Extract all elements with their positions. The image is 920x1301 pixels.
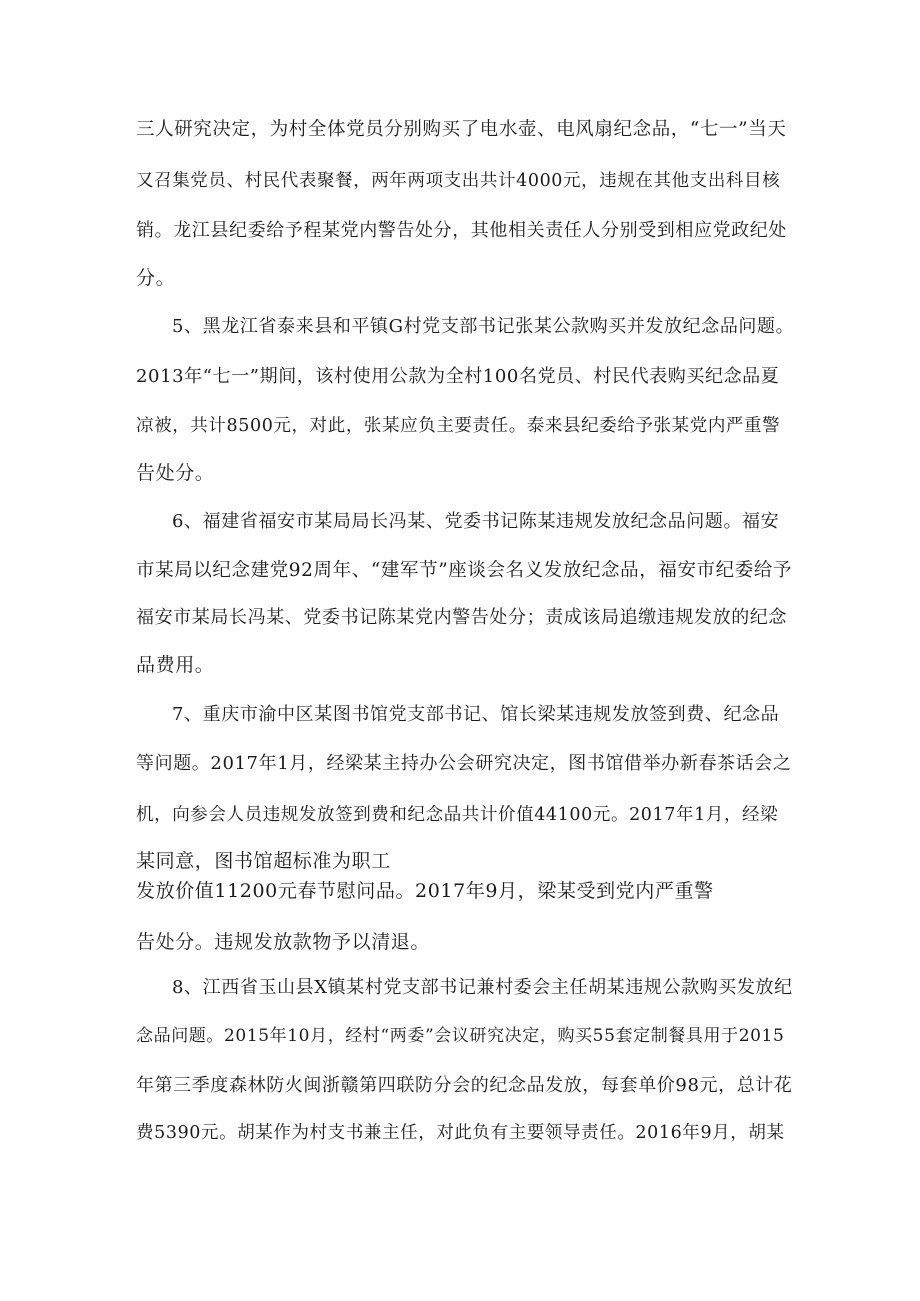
text-line: 福安市某局长冯某、党委书记陈某党内警告处分；责成该局追缴违规发放的纪念	[136, 607, 787, 628]
text-line: 费5390元。胡某作为村支书兼主任，对此负有主要领导责任。2016年9月，胡某	[136, 1123, 785, 1143]
text-line: 市某局以纪念建党92周年、“建军节”座谈会名义发放纪念品，福安市纪委给予	[136, 560, 793, 581]
text-line: 凉被，共计8500元，对此，张某应负主要责任。泰来县纪委给予张某党内严重警	[136, 416, 781, 436]
text-line: 品费用。	[136, 654, 215, 676]
text-line: 机，向参会人员违规发放签到费和纪念品共计价值44100元。2017年1月，经梁	[136, 805, 779, 825]
text-line: 等问题。2017年1月，经梁某主持办公会研究决定，图书馆借举办新春茶话会之	[136, 753, 792, 774]
paragraph-6-first-line: 6、福建省福安市某局局长冯某、党委书记陈某违规发放纪念品问题。福安	[172, 511, 780, 532]
text-line: 三人研究决定，为村全体党员分别购买了电水壶、电风扇纪念品，“七一”当天	[136, 119, 787, 140]
text-line: 告处分。	[136, 462, 215, 484]
paragraph-5-first-line: 5、黑龙江省泰来县和平镇G村党支部书记张某公款购买并发放纪念品问题。	[172, 316, 795, 337]
text-line: 分。	[136, 267, 176, 289]
text-line: 年第三季度森林防火闽浙赣第四联防分会的纪念品发放，每套单价98元，总计花	[136, 1075, 793, 1096]
text-line: 告处分。违规发放款物予以清退。	[136, 931, 431, 953]
text-line: 2013年“七一”期间，该村使用公款为全村100名党员、村民代表购买纪念品夏	[136, 366, 780, 387]
text-line: 又召集党员、村民代表聚餐，两年两项支出共计4000元，违规在其他支出科目核	[136, 171, 781, 191]
paragraph-7-first-line: 7、重庆市渝中区某图书馆党支部书记、馆长梁某违规发放签到费、纪念品	[172, 704, 780, 725]
text-line: 销。龙江县纪委给予程某党内警告处分，其他相关责任人分别受到相应党政纪处	[136, 220, 787, 241]
text-line: 念品问题。2015年10月，经村“两委”会议研究决定，购买55套定制餐具用于2015	[136, 1026, 785, 1046]
text-line: 发放价值11200元春节慰问品。2017年9月，梁某受到党内严重警	[136, 880, 714, 902]
paragraph-8-first-line: 8、江西省玉山县X镇某村党支部书记兼村委会主任胡某违规公款购买发放纪	[172, 977, 793, 998]
text-line: 某同意，图书馆超标准为职工	[136, 850, 391, 872]
